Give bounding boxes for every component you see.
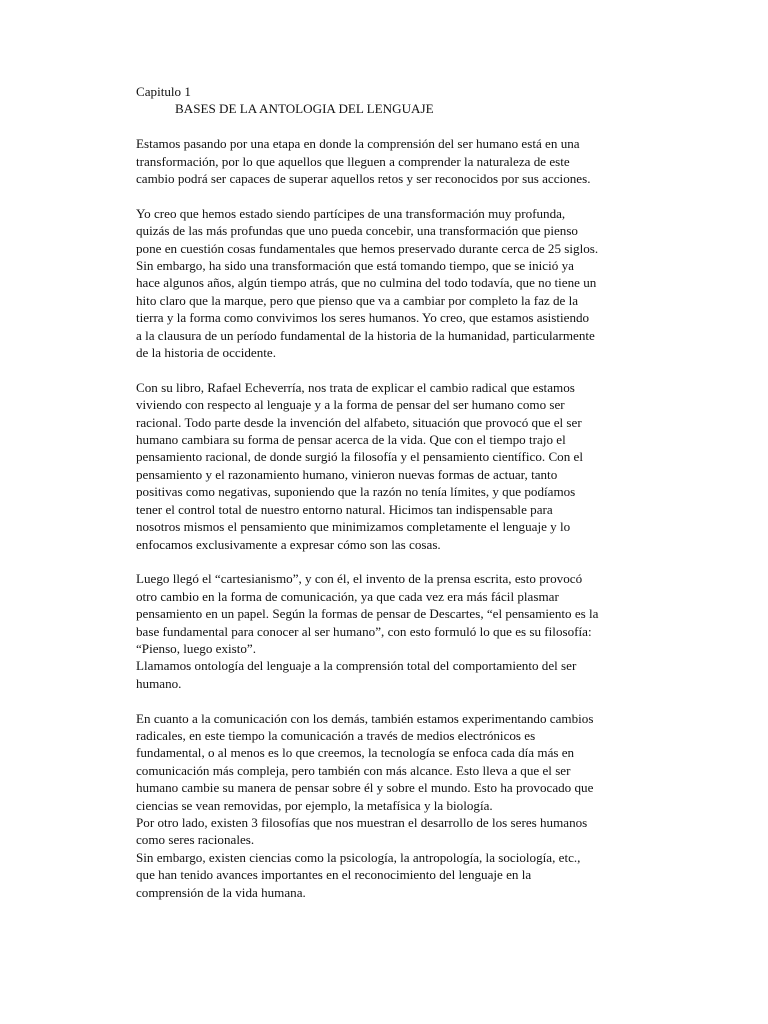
paragraph-communication: En cuanto a la comunicación con los demás, también estamos experimentando cambios radicales, en este tiempo la comunicación a través de medios electrónicos es fundamental, o al menos es lo que creemos, la tecnología se enfoca cada día más en comunicación más compleja, pero también con más alcance. Esto lleva a que el ser humano cambie su manera de pensar sobre él y sobre el mundo. Esto ha provocado que ciencias se vean removidas, por ejemplo, la metafísica y la biología. Por otro lado, existen 3 filosofías que nos muestran el desarrollo de los seres humanos como seres racionales. Sin embargo, existen ciencias como la psicología, la antropología, la sociología, etc., que han tenido avances importantes en el reconocimiento del lenguaje en la comprensión de la vida humana. <box>136 710 594 900</box>
chapter-label: Capitulo 1 <box>136 84 191 99</box>
paragraph-cartesianism: Luego llegó el “cartesianismo”, y con él, el invento de la prensa escrita, esto provocó otro cambio en la forma de comunicación, ya que cada vez era más fácil plasmar pensamiento en un papel. Según la formas de pensar de Descartes, “el pensamiento es la base fundamental para conocer al ser humano”, con esto formuló lo que es su filosofía: “Pienso, luego existo”. Llamamos ontología del lenguaje a la comprensión total del comportamiento del ser humano. <box>136 571 599 691</box>
document-page <box>136 83 656 901</box>
chapter-title: BASES DE LA ANTOLOGIA DEL LENGUAJE <box>175 101 434 117</box>
paragraph-transformation: Yo creo que hemos estado siendo partícipes de una transformación muy profunda, quizás de las más profundas que uno pueda concebir, una transformación que pienso pone en cuestión cosas fundamentales que hemos preservado durante cerca de 25 siglos. Sin embargo, ha sido una transformación que está tomando tiempo, que se inició ya hace algunos años, algún tiempo atrás, que no culmina del todo todavía, que no tiene un hito claro que la marque, pero que pienso que va a cambiar por completo la faz de la tierra y la forma como convivimos los seres humanos. Yo creo, que estamos asistiendo a la clausura de un período fundamental de la historia de la humanidad, particularmente de la historia de occidente. <box>136 205 599 361</box>
paragraph-intro: Estamos pasando por una etapa en donde la comprensión del ser humano está en una transformación, por lo que aquellos que lleguen a comprender la naturaleza de este cambio podrá ser capaces de superar aquellos retos y ser reconocidos por sus acciones. <box>136 136 591 187</box>
paragraph-echeverria: Con su libro, Rafael Echeverría, nos trata de explicar el cambio radical que estamos viviendo con respecto al lenguaje y a la forma de pensar del ser humano como ser racional. Todo parte desde la invención del alfabeto, situación que provocó que el ser humano cambiara su forma de pensar acerca de la vida. Que con el tiempo trajo el pensamiento racional, de donde surgió la filosofía y el pensamiento científico. Con el pensamiento y el razonamiento humano, vinieron nuevas formas de actuar, tanto positivas como negativas, suponiendo que la razón no tenía límites, y que podíamos tener el control total de nuestro entorno natural. Hicimos tan indispensable para nosotros mismos el pensamiento que minimizamos completamente el lenguaje y lo enfocamos exclusivamente a expresar cómo son las cosas. <box>136 379 584 552</box>
